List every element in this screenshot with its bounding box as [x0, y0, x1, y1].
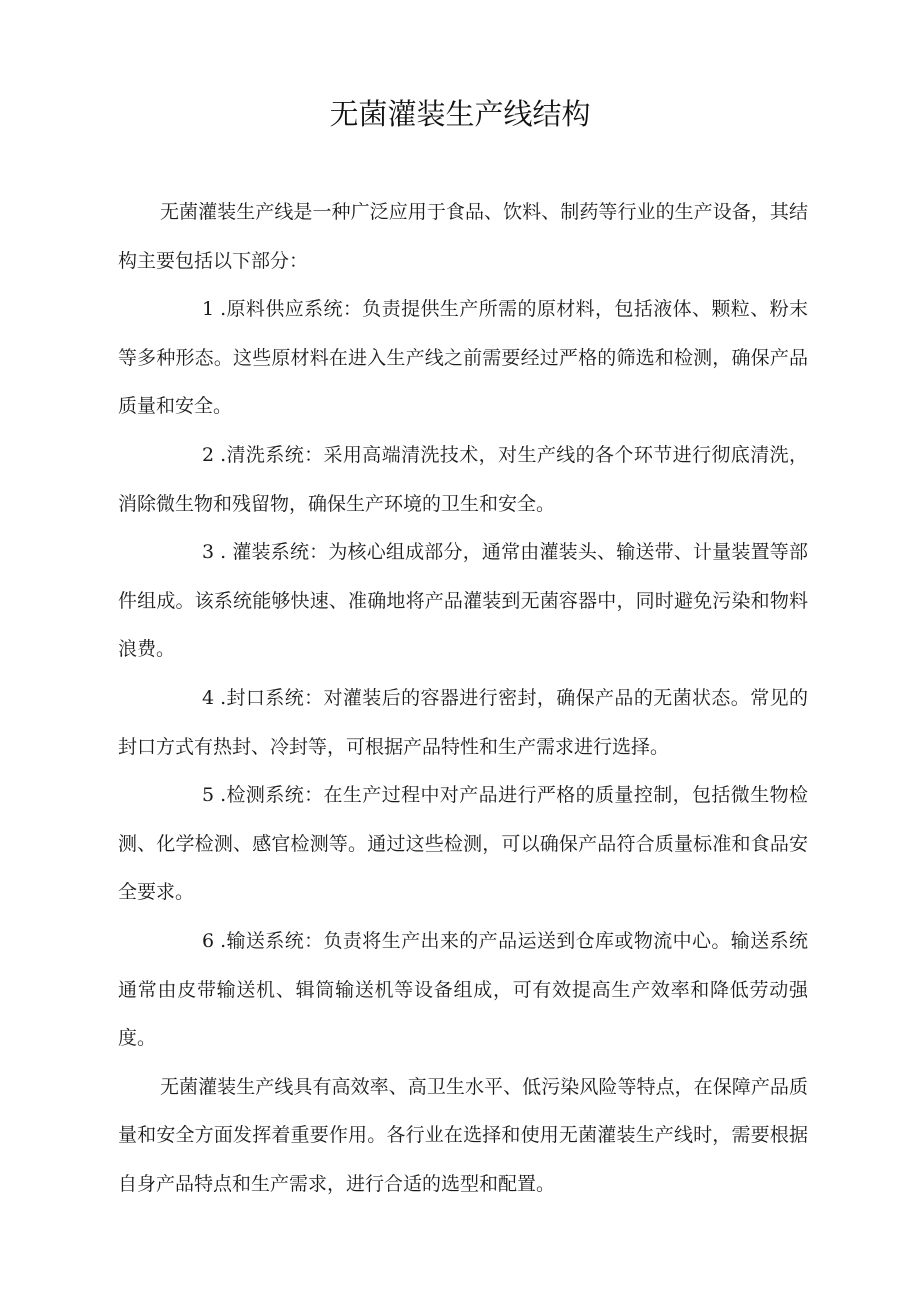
list-item-filling-system [118, 528, 808, 674]
list-item-number: 6 [202, 929, 215, 952]
list-item-conveying-system [118, 917, 808, 1063]
list-item-number: 3 [202, 541, 215, 564]
list-item-number: 5 [202, 784, 215, 807]
document-body [118, 188, 808, 1208]
list-item-number: 4 [202, 686, 215, 709]
list-item-number: 1 [202, 298, 215, 321]
list-item-sealing-system [118, 674, 808, 771]
conclusion-paragraph: 无菌灌装生产线具有高效率、高卫生水平、低污染风险等特点，在保障产品质量和安全方面发挥着重要作用。各行业在选择和使用无菌灌装生产线时，需要根据自身产品特点和生产需求，进行合适的选型和配置。 [118, 1075, 808, 1195]
intro-paragraph: 无菌灌装生产线是一种广泛应用于食品、饮料、制药等行业的生产设备，其结构主要包括以下部分： [118, 201, 808, 272]
list-item-cleaning-system [118, 431, 808, 528]
list-item-number: 2 [202, 443, 215, 466]
list-item-text: .输送系统：负责将生产出来的产品运送到仓库或物流中心。输送系统通常由皮带输送机、辑筒输送机等设备组成，可有效提高生产效率和降低劳动强度。 [118, 929, 808, 1050]
list-item-text: .清洗系统：采用高端清洗技术，对生产线的各个环节进行彻底清洗，消除微生物和残留物，确保生产环境的卫生和安全。 [118, 443, 808, 515]
list-item-text: .检测系统：在生产过程中对产品进行严格的质量控制，包括微生物检测、化学检测、感官检测等。通过这些检测，可以确保产品符合质量标准和食品安全要求。 [118, 784, 808, 904]
list-item-raw-material-supply [118, 285, 808, 431]
list-item-text: . 灌装系统：为核心组成部分，通常由灌装头、输送带、计量装置等部件组成。该系统能够快速、准确地将产品灌装到无菌容器中，同时避免污染和物料浪费。 [118, 541, 808, 661]
list-item-inspection-system [118, 771, 808, 917]
list-item-text: .原料供应系统：负责提供生产所需的原材料，包括液体、颗粒、粉末等多种形态。这些原材料在进入生产线之前需要经过严格的筛选和检测，确保产品质量和安全。 [118, 298, 808, 418]
list-item-text: .封口系统：对灌装后的容器进行密封，确保产品的无菌状态。常见的封口方式有热封、冷封等，可根据产品特性和生产需求进行选择。 [118, 686, 808, 758]
document-title: 无菌灌装生产线结构 [329, 97, 591, 131]
